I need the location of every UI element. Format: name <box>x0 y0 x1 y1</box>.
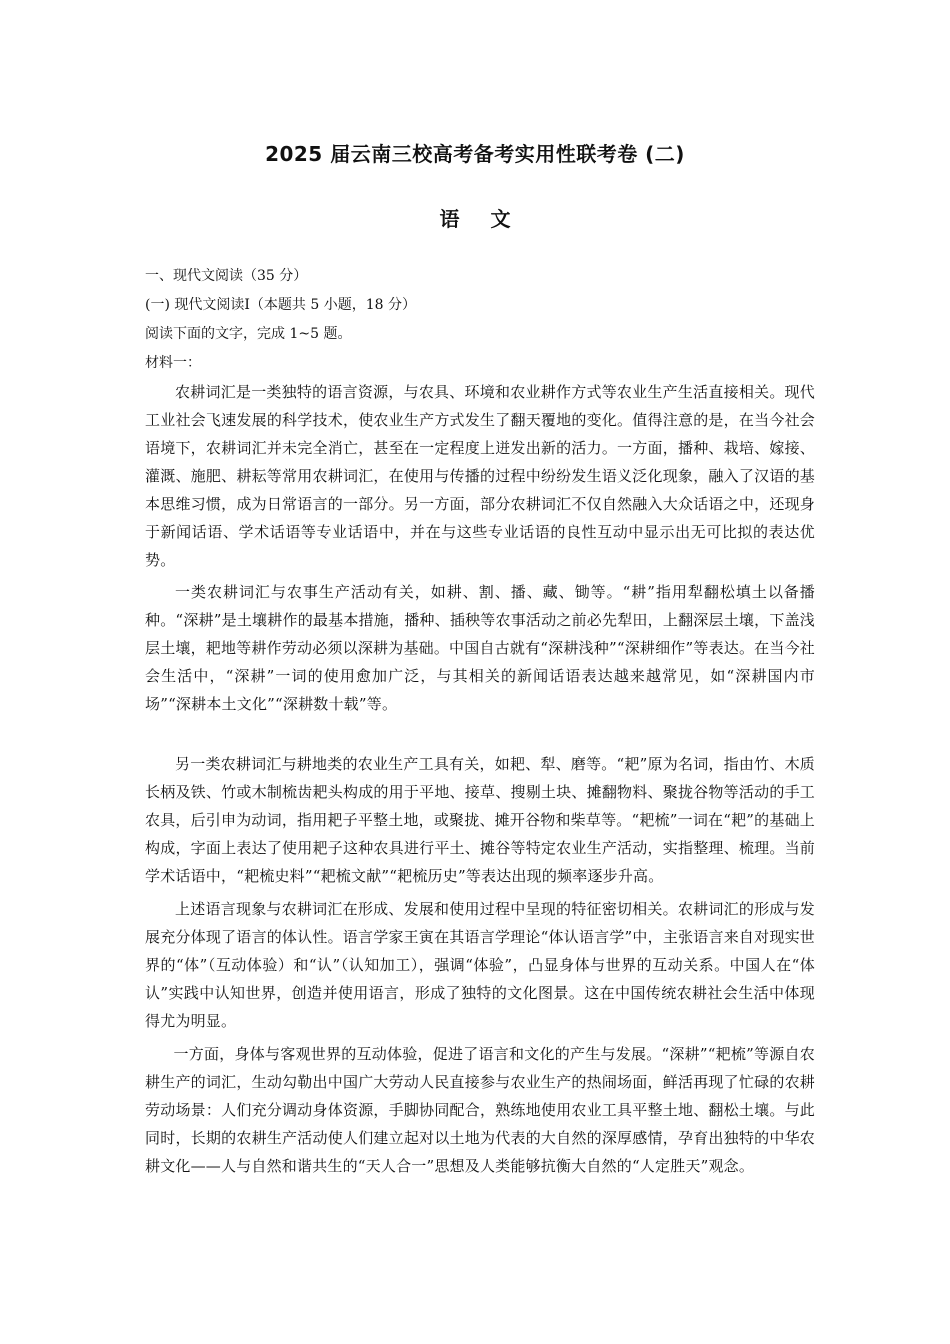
subsection-heading: (一) 现代文阅读Ⅰ（本题共 5 小题，18 分） <box>145 297 416 313</box>
reading-instruction: 阅读下面的文字，完成 1~5 题。 <box>145 326 352 342</box>
paragraph: 另一类农耕词汇与耕地类的农业生产工具有关，如耙、犁、磨等。“耙”原为名词，指由竹、木质长柄及铁、竹或木制梳齿耙头构成的用于平地、接草、搜剔土块、摊翻物料、聚拢谷物等活动的手工农具，后引申为动词，指用耙子平整土地，或聚拢、摊开谷物和柴草等。“耙梳”一词在“耙”的基础上构成，字面上表达了使用耙子这种农具进行平土、摊谷等特定农业生产活动，实指整理、梳理。当前学术话语中，“耙梳史料”“耙梳文献”“耙梳历史”等表达出现的频率逐步升高。 <box>145 755 815 885</box>
paragraph: 农耕词汇是一类独特的语言资源，与农具、环境和农业耕作方式等农业生产生活直接相关。现代工业社会飞速发展的科学技术，使农业生产方式发生了翻天覆地的变化。值得注意的是，在当今社会语境下，农耕词汇并未完全消亡，甚至在一定程度上迸发出新的活力。一方面，播种、栽培、嫁接、灌溉、施肥、耕耘等常用农耕词汇，在使用与传播的过程中纷纷发生语义泛化现象，融入了汉语的基本思维习惯，成为日常语言的一部分。另一方面，部分农耕词汇不仅自然融入大众话语之中，还现身于新闻话语、学术话语等专业话语中，并在与这些专业话语的良性互动中显示出无可比拟的表达优势。 <box>145 383 815 569</box>
section-heading: 一、现代文阅读（35 分） <box>145 268 308 284</box>
exam-title: 2025 届云南三校高考备考实用性联考卷 (二) <box>265 142 685 166</box>
subject-title: 语 文 <box>439 207 523 231</box>
paragraph: 一方面，身体与客观世界的互动体验，促进了语言和文化的产生与发展。“深耕”“耙梳”等源自农耕生产的词汇，生动勾勒出中国广大劳动人民直接参与农业生产的热闹场面，鲜活再现了忙碌的农耕劳动场景：人们充分调动身体资源，手脚协同配合，熟练地使用农业工具平整土地、翻松土壤。与此同时，长期的农耕生产活动使人们建立起对以土地为代表的大自然的深厚感情，孕育出独特的中华农耕文化——人与自然和谐共生的“天人合一”思想及人类能够抗衡大自然的“人定胜天”观念。 <box>145 1045 815 1175</box>
material-label: 材料一： <box>145 355 201 371</box>
paragraph: 上述语言现象与农耕词汇在形成、发展和使用过程中呈现的特征密切相关。农耕词汇的形成与发展充分体现了语言的体认性。语言学家王寅在其语言学理论“体认语言学”中，主张语言来自对现实世界的“体”（互动体验）和“认”（认知加工），强调“体验”，凸显身体与世界的互动关系。中国人在“体认”实践中认知世界，创造并使用语言，形成了独特的文化图景。这在中国传统农耕社会生活中体现得尤为明显。 <box>145 900 815 1030</box>
paragraph: 一类农耕词汇与农事生产活动有关，如耕、割、播、藏、锄等。“耕”指用犁翻松填土以备播种。“深耕”是土壤耕作的最基本措施，播种、插秧等农事活动之前必先犁田，上翻深层土壤，下盖浅层土壤，耙地等耕作劳动必须以深耕为基础。中国自古就有“深耕浅种”“深耕细作”等表达。在当今社会生活中，“深耕”一词的使用愈加广泛，与其相关的新闻话语表达越来越常见，如“深耕国内市场”“深耕本土文化”“深耕数十载”等。 <box>145 583 815 713</box>
